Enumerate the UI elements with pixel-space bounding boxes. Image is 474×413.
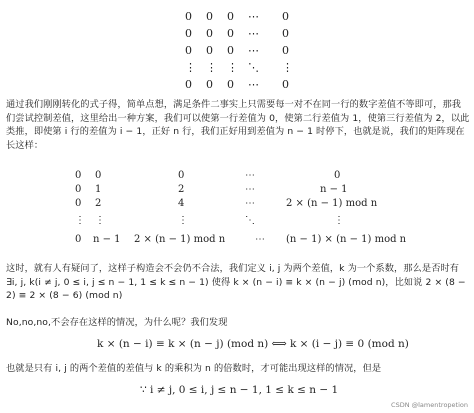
paragraph-question: 这时，就有人有疑问了，这样子构造会不会仍不合法，我们定义 i, j 为两个差值，k 为一个系数，那么是否时有 ∃i, j, k(i ≠ j, 0 ≤ i, j ≤ n − 1, 1 ≤ k ≤ n − 1) 使得 k × (n − i) ≡ k × (n − j) (mod n)，比如说 2 × (8 − 2) ≡ 2 × (8 − 6) (mod n) bbox=[6, 263, 466, 301]
matrix-differences-cell: ⋮ bbox=[95, 215, 105, 226]
matrix-differences-cell: 0 bbox=[75, 234, 82, 245]
matrix-differences-cell: 4 bbox=[178, 198, 185, 209]
matrix-differences-cell: ⋮ bbox=[75, 215, 85, 226]
matrix-differences-cell: ⋯ bbox=[245, 184, 255, 195]
matrix-differences-cell: ⋱ bbox=[245, 215, 255, 226]
matrix-zeros-cell: 0 bbox=[282, 10, 289, 23]
matrix-zeros-cell: ⋮ bbox=[227, 61, 238, 74]
matrix-zeros-cell: 0 bbox=[185, 78, 192, 91]
matrix-differences-cell: ⋮ bbox=[178, 215, 188, 226]
matrix-differences-row bbox=[0, 184, 474, 198]
matrix-differences-cell: 2 bbox=[95, 198, 102, 209]
matrix-zeros-cell: 0 bbox=[227, 27, 234, 40]
matrix-zeros-row bbox=[185, 10, 303, 27]
matrix-zeros-cell: ⋯ bbox=[248, 27, 259, 40]
matrix-differences-row bbox=[0, 198, 474, 212]
matrix-zeros-row bbox=[185, 61, 303, 78]
equation-equivalence: k × (n − i) ≡ k × (n − j) (mod n) ⟺ k × (i − j) ≡ 0 (mod n) bbox=[97, 338, 409, 350]
matrix-zeros-cell: 0 bbox=[206, 44, 213, 57]
matrix-zeros-row bbox=[185, 44, 303, 61]
matrix-differences-cell: (n − 1) × (n − 1) mod n bbox=[286, 234, 407, 245]
matrix-differences-cell: n − 1 bbox=[320, 184, 348, 195]
matrix-zeros-cell: 0 bbox=[206, 10, 213, 23]
matrix-differences-cell: 1 bbox=[95, 184, 102, 195]
matrix-differences-cell: 0 bbox=[75, 184, 82, 195]
matrix-differences-cell: 2 bbox=[178, 184, 185, 195]
matrix-differences-cell: 0 bbox=[75, 170, 82, 181]
matrix-differences-cell: ⋯ bbox=[245, 170, 255, 181]
matrix-zeros-cell: 0 bbox=[185, 27, 192, 40]
paragraph-condition: 也就是只有 i, j 的两个差值的差值与 k 的乘积为 n 的倍数时，才可能出现这样的情况，但是 bbox=[6, 363, 382, 374]
matrix-differences-cell: n − 1 bbox=[93, 234, 121, 245]
matrix-zeros-cell: 0 bbox=[185, 44, 192, 57]
matrix-zeros-cell: 0 bbox=[282, 44, 289, 57]
matrix-differences-cell: 0 bbox=[178, 170, 185, 181]
matrix-differences-cell: ⋯ bbox=[245, 198, 255, 209]
watermark: CSDN @lamentropetion bbox=[391, 401, 468, 409]
matrix-zeros-grid bbox=[185, 10, 303, 95]
matrix-differences-cell: 2 × (n − 1) mod n bbox=[134, 234, 226, 245]
matrix-zeros-cell: 0 bbox=[206, 78, 213, 91]
matrix-differences-cell: 2 × (n − 1) mod n bbox=[286, 198, 378, 209]
matrix-differences-cell: ⋮ bbox=[334, 215, 344, 226]
matrix-zeros-cell: 0 bbox=[227, 78, 234, 91]
paragraph-difference-scheme: 通过我们刚刚转化的式子得，简单点想，满足条件二事实上只需要每一对不在同一行的数字差值不等即可，那我们尝试控制差值，这里给出一种方案，我们可以使第一行差值为 0，使第二行差值为 1，使第三行差值为 2，以此类推，即使第 i 行的差值为 i − 1，正好 n 行，我们正好用到差值为 n − 1 时停下，也就是说，我们的矩阵现在长这样： bbox=[6, 99, 470, 151]
matrix-differences-row bbox=[0, 215, 474, 229]
matrix-differences-cell: 0 bbox=[75, 198, 82, 209]
matrix-zeros-cell: 0 bbox=[282, 27, 289, 40]
matrix-zeros-cell: ⋮ bbox=[282, 61, 293, 74]
matrix-differences-cell: 0 bbox=[334, 170, 341, 181]
matrix-zeros-cell: ⋯ bbox=[248, 44, 259, 57]
matrix-zeros-cell: 0 bbox=[185, 10, 192, 23]
matrix-zeros-cell: ⋮ bbox=[185, 61, 196, 74]
matrix-differences-cell: ⋯ bbox=[255, 234, 265, 245]
matrix-differences-cell: 0 bbox=[95, 170, 102, 181]
matrix-zeros-cell: ⋱ bbox=[248, 61, 259, 74]
matrix-differences-row bbox=[0, 170, 474, 184]
matrix-zeros-cell: ⋮ bbox=[206, 61, 217, 74]
matrix-differences-row bbox=[0, 234, 474, 248]
equation-because: ∵ i ≠ j, 0 ≤ i, j ≤ n − 1, 1 ≤ k ≤ n − 1 bbox=[140, 384, 339, 396]
matrix-zeros-cell: 0 bbox=[227, 10, 234, 23]
matrix-zeros-cell: 0 bbox=[227, 44, 234, 57]
paragraph-no: No,no,no,不会存在这样的情况，为什么呢？我们发现 bbox=[6, 317, 228, 328]
matrix-zeros-cell: 0 bbox=[282, 78, 289, 91]
matrix-zeros-cell: 0 bbox=[206, 27, 213, 40]
matrix-zeros-row bbox=[185, 78, 303, 95]
matrix-zeros-cell: ⋯ bbox=[248, 10, 259, 23]
matrix-zeros-cell: ⋯ bbox=[248, 78, 259, 91]
matrix-zeros-row bbox=[185, 27, 303, 44]
